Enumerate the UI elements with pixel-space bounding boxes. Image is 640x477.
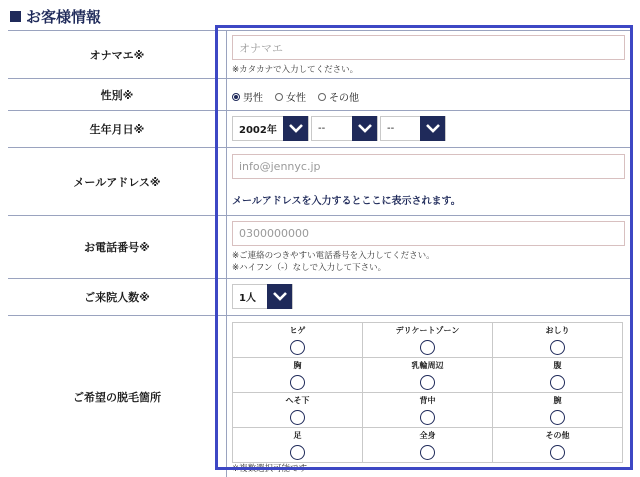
area-option-abdomen[interactable]: [493, 358, 623, 393]
area-label: 乳輪周辺: [411, 361, 444, 370]
radio-unchecked-icon[interactable]: [290, 445, 305, 460]
section-title-text: お客様情報: [26, 8, 102, 26]
areas-row: [233, 323, 623, 358]
area-label: 全身: [419, 431, 436, 440]
gender-option-label: 女性: [286, 93, 306, 104]
areas-label: ご希望の脱毛箇所: [73, 390, 161, 404]
birth-year-value: 2002年: [239, 125, 277, 136]
birth-day-select[interactable]: [380, 116, 446, 141]
radio-unchecked-icon[interactable]: [420, 445, 435, 460]
gender-option-female[interactable]: [275, 89, 306, 104]
gender-option-other[interactable]: [318, 89, 359, 104]
area-label: 腹: [553, 361, 562, 370]
area-option-delicate-zone[interactable]: [363, 323, 493, 358]
email-preview-message: メールアドレスを入力するとここに表示されます。: [232, 196, 461, 207]
radio-unchecked-icon[interactable]: [275, 93, 283, 101]
area-option-full-body[interactable]: [363, 428, 493, 463]
visitors-label: ご来院人数※: [84, 291, 150, 304]
birthdate-label: 生年月日※: [89, 123, 145, 136]
birth-month-value: --: [318, 123, 326, 134]
phone-input[interactable]: [232, 221, 625, 246]
name-placeholder: オナマエ: [239, 41, 283, 55]
areas-row: [233, 358, 623, 393]
gender-label: 性別※: [100, 88, 134, 102]
chevron-down-icon[interactable]: [267, 284, 292, 309]
area-option-below-navel[interactable]: [233, 393, 363, 428]
radio-unchecked-icon[interactable]: [420, 340, 435, 355]
name-input[interactable]: [232, 35, 625, 60]
phone-placeholder: 0300000000: [239, 227, 309, 240]
phone-label: お電話番号※: [84, 241, 150, 254]
birth-day-value: --: [387, 123, 395, 134]
radio-unchecked-icon[interactable]: [550, 410, 565, 425]
area-option-other[interactable]: [493, 428, 623, 463]
birth-year-select[interactable]: [232, 116, 309, 141]
area-option-legs[interactable]: [233, 428, 363, 463]
gender-radio-group: [232, 89, 359, 104]
area-option-areola[interactable]: [363, 358, 493, 393]
radio-unchecked-icon[interactable]: [290, 375, 305, 390]
radio-unchecked-icon[interactable]: [290, 340, 305, 355]
gender-option-label: 男性: [243, 93, 263, 104]
section-title: [10, 6, 101, 27]
area-label: デリケートゾーン: [395, 326, 460, 335]
birth-month-select[interactable]: [311, 116, 378, 141]
area-label: おしり: [545, 326, 570, 335]
gender-option-male[interactable]: [232, 89, 263, 104]
email-placeholder: info@jennyc.jp: [239, 160, 321, 173]
areas-row: [233, 393, 623, 428]
name-label: オナマエ※: [89, 48, 145, 62]
area-option-beard[interactable]: [233, 323, 363, 358]
radio-checked-icon[interactable]: [232, 93, 240, 101]
area-label: 胸: [293, 361, 302, 370]
visitors-value: 1人: [239, 293, 256, 304]
radio-unchecked-icon[interactable]: [420, 410, 435, 425]
visitors-select[interactable]: [232, 284, 293, 309]
gender-option-label: その他: [329, 93, 359, 104]
area-label: 背中: [419, 396, 436, 405]
area-option-arms[interactable]: [493, 393, 623, 428]
column-divider: [226, 30, 227, 477]
email-input[interactable]: [232, 154, 625, 179]
radio-unchecked-icon[interactable]: [550, 375, 565, 390]
email-label: メールアドレス※: [73, 175, 161, 189]
area-label: 腕: [553, 396, 562, 405]
area-option-back[interactable]: [363, 393, 493, 428]
radio-unchecked-icon[interactable]: [420, 375, 435, 390]
radio-unchecked-icon[interactable]: [318, 93, 326, 101]
areas-note: ※複数選択可能です: [232, 464, 308, 474]
areas-grid: [232, 322, 623, 463]
area-label: へそ下: [285, 396, 310, 405]
chevron-down-icon[interactable]: [283, 116, 308, 141]
chevron-down-icon[interactable]: [420, 116, 445, 141]
phone-note-2: ※ハイフン（-）なしで入力して下さい。: [232, 263, 387, 273]
phone-note-1: ※ご連絡のつきやすい電話番号を入力してください。: [232, 251, 435, 261]
area-option-buttocks[interactable]: [493, 323, 623, 358]
name-note: ※カタカナで入力してください。: [232, 65, 359, 75]
area-label: ヒゲ: [289, 326, 306, 335]
areas-row: [233, 428, 623, 463]
radio-unchecked-icon[interactable]: [290, 410, 305, 425]
radio-unchecked-icon[interactable]: [550, 340, 565, 355]
area-label: その他: [545, 431, 570, 440]
area-option-chest[interactable]: [233, 358, 363, 393]
square-icon: [10, 11, 21, 22]
chevron-down-icon[interactable]: [352, 116, 377, 141]
radio-unchecked-icon[interactable]: [550, 445, 565, 460]
area-label: 足: [293, 431, 302, 440]
